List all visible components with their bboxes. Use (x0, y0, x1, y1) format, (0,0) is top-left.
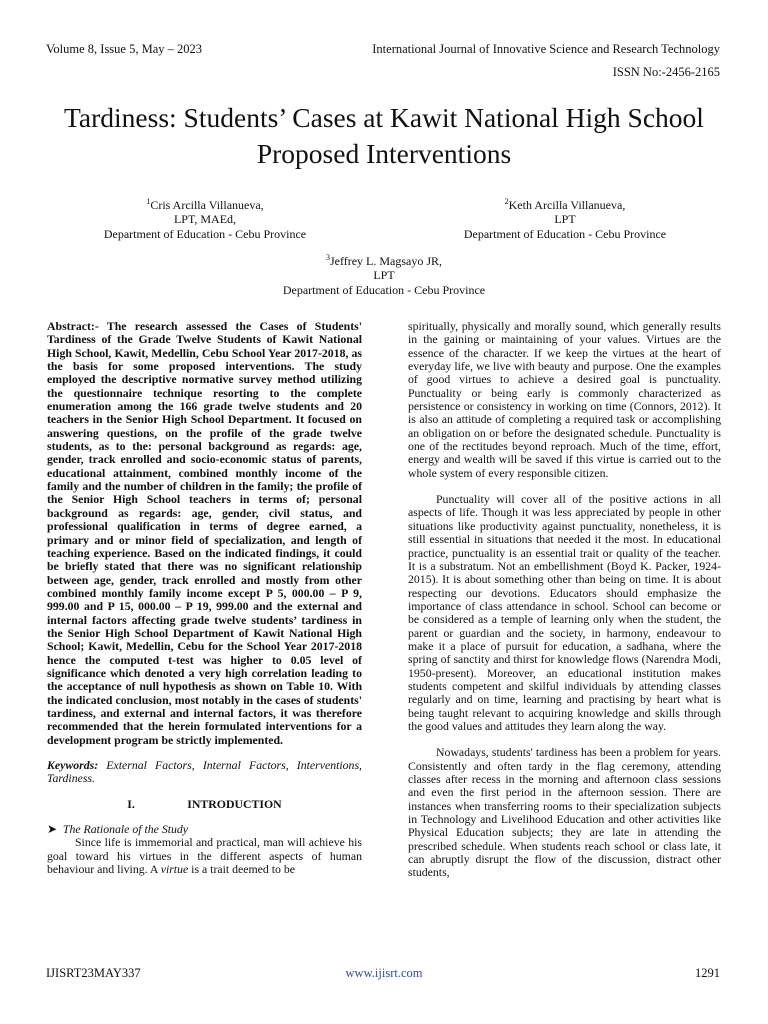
right-column (408, 320, 721, 880)
author-3-name: $^3$Jeffrey L. Magsayo JR, (325, 253, 443, 268)
keywords (47, 759, 362, 786)
section-heading (47, 798, 362, 811)
keywords-text: External Factors, Internal Factors, Interventions, Tardiness. (47, 758, 362, 786)
author-1-affiliation: Department of Education - Cebu Province (103, 226, 307, 241)
volume-info: Volume 8, Issue 5, May – 2023 (46, 42, 203, 56)
section-title: INTRODUCTION (187, 796, 282, 811)
subsection-heading (47, 823, 362, 836)
journal-url[interactable]: www.ijisrt.com (345, 966, 423, 980)
issn: ISSN No:-2456-2165 (612, 65, 720, 79)
body-paragraph: Nowadays, students' tardiness has been a problem for years. Consistently and often tardy in the flag ceremony, attending classes after recess in the morning and afternoon class sessions and even the first period in the afternoon session. There are instances when transferring rooms to their specialization subjects in Technology and Livelihood Education and other activities like Physical Education subjects; they are late in attending the prescribed schedule. When students reach school or class late, it can abruptly disrupt the flow of the discussion, distract other students, (408, 745, 721, 880)
author-1 (60, 195, 350, 241)
author-2-credentials: LPT (554, 212, 576, 227)
intro-paragraph: Since life is immemorial and practical, man will achieve his goal toward his virtues in the different aspects of human behaviour and living. A virtue is a trait deemed to be (47, 835, 362, 877)
author-1-name: $^1$Cris Arcilla Villanueva, (146, 197, 264, 212)
author-2-affiliation: Department of Education - Cebu Province (463, 226, 667, 241)
author-3-credentials: LPT (373, 268, 395, 283)
subsection-title: The Rationale of the Study (62, 822, 189, 837)
author-3 (234, 251, 534, 297)
paper-code: IJISRT23MAY337 (46, 966, 141, 980)
body-paragraph: spiritually, physically and morally sound, which generally results in the gaining or maintaining of your values. Virtues are the essence of the character. If we keep the virtues at the heart of everyday life, we live with beauty and purpose. One the examples of good virtues to achieve a desired goal is punctuality. Punctuality or being early is commonly characterized as persistence or consistency in working on time (Connors, 2012). It is also an attitude of completing a required task or accomplishing an obligation on or before the designated schedule. Punctuality is one of the rectitudes beyond reproach. Much of the time, effort, energy and wealth will be saved if this virtue is carried out to the whole system of every responsible citizen. (408, 319, 721, 480)
author-2 (420, 195, 710, 241)
section-number: I. (127, 796, 135, 811)
author-1-credentials: LPT, MAEd, (173, 212, 237, 227)
author-2-name: $^2$Keth Arcilla Villanueva, (504, 197, 626, 212)
abstract: Abstract:- The research assessed the Cases of Students' Tardiness of the Grade Twelve Students of Kawit National High School, Kawit, Medellin, Cebu School Year 2017-2018, as the basis for some proposed interventions. The study employed the descriptive normative survey method utilizing the questionnaire technique resorting to the complete enumeration among the 166 grade twelve students and 20 teachers in the Senior High School Department. It focused on answering questions, on the profile of the grade twelve students, as to the: personal background as regards: age, gender, track enrolled and socio-economic status of parents, educational attainment, combined monthly income of the family and the number of children in the family; the profile of the Senior High School teachers in terms of; personal background as regards: age, gender, civil status, and professional qualification in terms of degree earned, a primary and or minor field of specialization, and length of teaching experience. Based on the indicated findings, it could be briefly stated that there was no significant relationship between age, gender, track enrolled and mostly from other combined monthly family income except P 5, 000.00 – P 9, 999.00 and P 15, 000.00 – P 19, 999.00 and the external and internal factors affecting grade twelve students’ tardiness in the Senior High School Department of Kawit National High School; Kawit, Medellin, Cebu for the School Year 2017-2018 hence the computed t-test was higher to 0.05 level of significance which denoted a very high correlation leading to the acceptance of null hypothesis as shown on Table 10. With the indicated conclusion, most notably in the cases of students' tardiness, and external and internal factors, it was therefore recommended that the herein formulated interventions for a development program be strictly implemented. (47, 319, 362, 747)
journal-name: International Journal of Innovative Science and Research Technology (372, 42, 720, 56)
author-3-affiliation: Department of Education - Cebu Province (282, 282, 486, 297)
paper-title: Tardiness: Students’ Cases at Kawit National High School Proposed Interventions (64, 102, 704, 169)
keywords-label: Keywords: (47, 758, 99, 772)
virtue-term: virtue (160, 862, 189, 877)
body-paragraph: Punctuality will cover all of the positive actions in all aspects of life. Though it was less appreciated by people in other situations like productivity against punctuality, nonetheless, it is still essential in situations that needed it the most. In educational practice, punctuality is an essential trait or quality of the teacher. It is a substratum. Not an embellishment (Boyd K. Packer, 1924-2015). It is about something other than being on time. It is about respecting our devotions. Educators should emphasize the importance of class attendance in school. School can become or be considered as a temple of learning only when the student, the parent or guardian and the society, in harmony, endeavour to make it a place of pursuit for education, a sadhana, where the spring of sanctity and thirst for knowledge flows (Narendra Modi, 1950-present). Moreover, an educational institution makes students competent and skilful individuals by attending classes regularly and on time, learning and practising by heart what is being taught relevant to acquiring knowledge and skills through the good values and attitudes they learn along the way. (408, 492, 721, 733)
left-column (47, 320, 362, 876)
arrow-bullet-icon: ➤ (47, 822, 57, 837)
page-number: 1291 (695, 966, 720, 980)
